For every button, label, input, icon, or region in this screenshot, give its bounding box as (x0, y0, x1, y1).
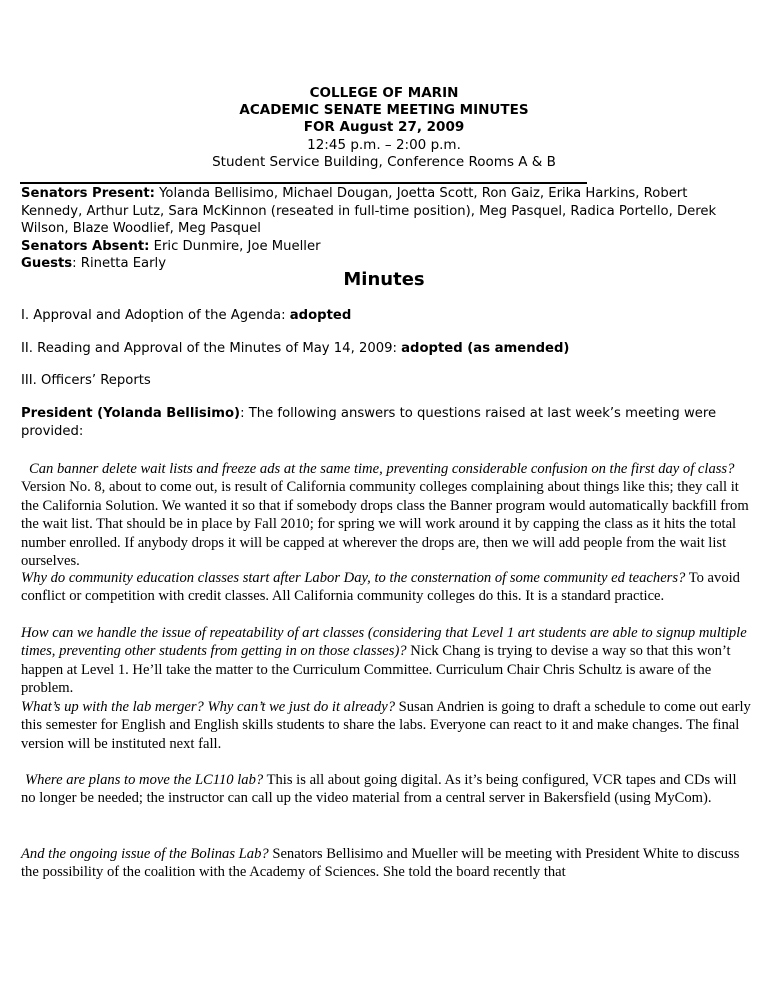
senators-present (21, 185, 741, 238)
senators-absent-list: Eric Dunmire, Joe Mueller (149, 238, 321, 254)
minutes-heading: Minutes (343, 269, 425, 290)
agenda-item-2-text: II. Reading and Approval of the Minutes of May 14, 2009: (21, 341, 402, 356)
qa-answer: Senators Bellisimo and Mueller will be meeting with President White to discuss the possibility of the coalition with the Academy of Sciences. She told the board recently that (21, 846, 740, 881)
qa-item (21, 698, 751, 753)
meeting-time: 12:45 p.m. – 2:00 p.m. (307, 137, 461, 153)
president-report (21, 405, 746, 440)
qa-answer: Susan Andrien is going to draft a schedule to come out early this semester for English and English skills students to share the labs. Everyone can react to it and make changes. The final version will be instituted next fall. (21, 699, 751, 752)
document-title: ACADEMIC SENATE MEETING MINUTES (239, 102, 529, 118)
qa-item (21, 624, 751, 698)
president-intro: : The following answers to questions raised at last week’s meeting were provided: (21, 406, 717, 439)
qa-item (21, 460, 751, 570)
senators-absent (21, 238, 741, 256)
agenda-item-2-result: adopted (as amended) (401, 341, 570, 356)
senators-present-label: Senators Present: (21, 186, 155, 201)
qa-item (21, 771, 751, 808)
qa-answer: To avoid conflict or competition with credit classes. All California community colleges do this. It is a standard practice. (21, 570, 740, 605)
qa-answer: Version No. 8, about to come out, is result of California community colleges complaining about things like this; they call it the California Solution. We wanted it so that if somebody drops class the Banner program would automatically backfill from the wait list. That should be in place by Fall 2010; for spring we will work around it by capping the class as it hits the total number enrolled. If anybody drops it will be capped at wherever the drops are, then we will add people from the wait list ourselves. (21, 479, 749, 570)
meeting-date: FOR August 27, 2009 (303, 119, 465, 135)
qa-question: What’s up with the lab merger? Why can’t we just do it already? (21, 699, 395, 715)
college-name: COLLEGE OF MARIN (309, 85, 459, 101)
attendance-block (21, 185, 741, 273)
qa-answer: This is all about going digital. As it’s being configured, VCR tapes and CDs will no longer be needed; the instructor can call up the video material from a central server in Bakersfield (using MyCom). (21, 772, 737, 807)
senators-present-list: Yolanda Bellisimo, Michael Dougan, Joetta Scott, Ron Gaiz, Erika Harkins, Robert Kennedy, Arthur Lutz, Sara McKinnon (reseated in full-time position), Meg Pasquel, Radica Portello, Derek Wilson, Blaze Woodlief, Meg Pasquel (21, 186, 717, 236)
agenda-item-1 (21, 307, 749, 325)
agenda-item-3: III. Officers’ Reports (21, 373, 151, 388)
qa-question: How can we handle the issue of repeatability of art classes (considering that Level 1 art students are able to signup multiple times, preventing other students from getting in on those classes)? (21, 625, 747, 660)
guests-label: Guests (21, 256, 73, 271)
agenda-item-2 (21, 340, 749, 358)
qa-question: Can banner delete wait lists and freeze ads at the same time, preventing considerable confusion on the first day of class? (29, 461, 735, 477)
meeting-location: Student Service Building, Conference Rooms A & B (212, 154, 556, 170)
qa-item (21, 845, 751, 882)
senators-absent-label: Senators Absent: (21, 238, 150, 254)
qa-question: Where are plans to move the LC110 lab? (25, 772, 264, 788)
guests-list: : Rinetta Early (72, 256, 167, 271)
agenda-item-1-text: I. Approval and Adoption of the Agenda: (21, 308, 290, 323)
qa-question: And the ongoing issue of the Bolinas Lab? (21, 846, 269, 862)
header-divider (20, 182, 587, 184)
agenda-item-1-result: adopted (289, 308, 352, 323)
qa-question: Why do community education classes start after Labor Day, to the consternation of some community ed teachers? (21, 570, 686, 586)
qa-answer: Nick Chang is trying to devise a way so that this won’t happen at Level 1. He’ll take the matter to the Curriculum Committee. Curriculum Chair Chris Schultz is aware of the problem. (21, 643, 731, 697)
president-label: President (Yolanda Bellisimo) (21, 406, 241, 421)
qa-item (21, 569, 751, 606)
